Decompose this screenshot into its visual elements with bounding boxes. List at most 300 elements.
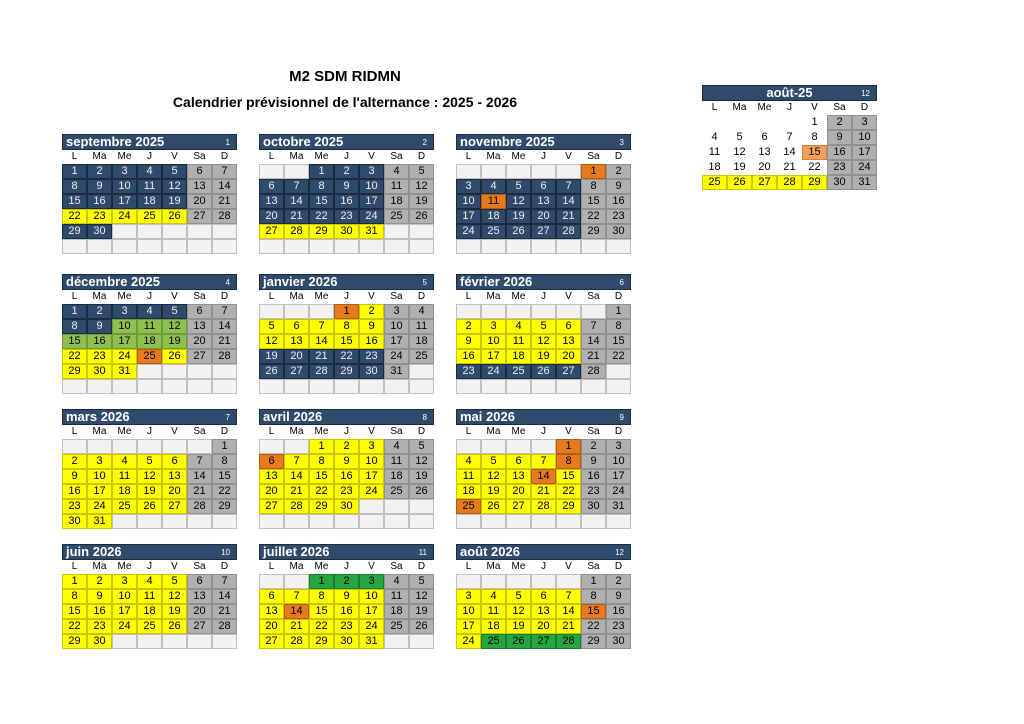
- day-cell: 23: [827, 160, 852, 175]
- weekday-label: J: [344, 291, 349, 302]
- day-cell: 20: [259, 484, 284, 499]
- weekday-label: D: [417, 426, 426, 437]
- month-header: [456, 274, 631, 290]
- weekday-label: D: [614, 291, 623, 302]
- day-cell: 17: [112, 194, 137, 209]
- day-cell: 26: [506, 224, 531, 239]
- day-cell: 11: [137, 319, 162, 334]
- day-cell: 27: [187, 209, 212, 224]
- day-cell: 16: [606, 604, 631, 619]
- day-cell: 5: [162, 574, 187, 589]
- day-cell: 14: [531, 469, 556, 484]
- day-cell: 24: [359, 484, 384, 499]
- day-cell: 9: [581, 454, 606, 469]
- day-cell: 2: [62, 454, 87, 469]
- day-cell: 2: [334, 574, 359, 589]
- day-cell: 28: [212, 349, 237, 364]
- weekday-label: Ma: [486, 291, 501, 302]
- weekday-label: D: [614, 151, 623, 162]
- day-cell: 24: [456, 634, 481, 649]
- month-number: 8: [422, 413, 427, 422]
- day-cell: 14: [309, 334, 334, 349]
- day-cell: 12: [162, 589, 187, 604]
- weekday-label: L: [465, 426, 472, 437]
- day-cell: 1: [62, 304, 87, 319]
- day-cell: 30: [87, 364, 112, 379]
- day-cell: 24: [112, 619, 137, 634]
- day-cell: 1: [334, 304, 359, 319]
- day-cell: 16: [334, 194, 359, 209]
- weekday-label: Sa: [390, 561, 403, 572]
- empty-cell: [137, 224, 162, 239]
- empty-cell: [137, 364, 162, 379]
- day-cell: 2: [334, 439, 359, 454]
- day-cell: 11: [137, 589, 162, 604]
- day-cell: 16: [62, 484, 87, 499]
- day-cell: 11: [112, 469, 137, 484]
- day-cell: 1: [581, 164, 606, 179]
- weekday-label: D: [614, 426, 623, 437]
- day-cell: 23: [87, 209, 112, 224]
- day-cell: 1: [606, 304, 631, 319]
- day-cell: 4: [137, 304, 162, 319]
- day-cell: 30: [334, 499, 359, 514]
- weekday-header: [456, 425, 631, 439]
- day-cell: 14: [777, 145, 802, 160]
- day-cell: 15: [581, 604, 606, 619]
- day-cell: 2: [87, 304, 112, 319]
- day-cell: 4: [384, 164, 409, 179]
- day-cell: 23: [581, 484, 606, 499]
- month-name: mars 2026: [66, 409, 130, 424]
- day-cell: 18: [384, 469, 409, 484]
- month-jan: [259, 274, 434, 394]
- day-cell: 5: [409, 439, 434, 454]
- day-cell: 21: [284, 484, 309, 499]
- day-cell: 20: [187, 334, 212, 349]
- day-cell: 31: [852, 175, 877, 190]
- day-cell: 13: [556, 334, 581, 349]
- day-cell: 31: [87, 514, 112, 529]
- empty-cell: [259, 239, 284, 254]
- empty-cell: [531, 439, 556, 454]
- month-jun: [62, 544, 237, 649]
- day-cell: 12: [162, 319, 187, 334]
- weekday-label: Sa: [193, 561, 206, 572]
- day-cell: 14: [212, 319, 237, 334]
- day-cell: 30: [359, 364, 384, 379]
- month-header: [456, 134, 631, 150]
- empty-cell: [506, 304, 531, 319]
- day-cell: 5: [137, 454, 162, 469]
- weekday-label: L: [268, 426, 275, 437]
- day-cell: 24: [359, 619, 384, 634]
- month-number: 12: [615, 548, 624, 557]
- day-cell: 28: [284, 634, 309, 649]
- day-cell: 7: [284, 454, 309, 469]
- weekday-label: Me: [117, 151, 132, 162]
- day-cell: 30: [334, 634, 359, 649]
- empty-cell: [187, 514, 212, 529]
- day-cell: 22: [606, 349, 631, 364]
- day-cell: 1: [802, 115, 827, 130]
- day-grid: [259, 574, 434, 649]
- day-cell: 15: [62, 194, 87, 209]
- day-cell: 13: [187, 589, 212, 604]
- day-cell: 28: [212, 209, 237, 224]
- weekday-label: D: [860, 102, 869, 113]
- empty-cell: [506, 574, 531, 589]
- day-cell: 4: [481, 179, 506, 194]
- weekday-label: D: [417, 151, 426, 162]
- day-cell: 27: [187, 349, 212, 364]
- day-grid: [62, 439, 237, 529]
- empty-cell: [481, 304, 506, 319]
- empty-cell: [481, 439, 506, 454]
- day-cell: 12: [409, 454, 434, 469]
- weekday-label: D: [220, 426, 229, 437]
- empty-cell: [334, 239, 359, 254]
- weekday-header: [62, 560, 237, 574]
- empty-cell: [87, 239, 112, 254]
- day-cell: 5: [409, 164, 434, 179]
- day-cell: 10: [384, 319, 409, 334]
- day-cell: 14: [556, 604, 581, 619]
- day-cell: 26: [137, 499, 162, 514]
- month-header: [62, 409, 237, 425]
- day-cell: 16: [87, 334, 112, 349]
- weekday-label: Sa: [390, 426, 403, 437]
- day-cell: 30: [334, 224, 359, 239]
- day-grid: [62, 304, 237, 394]
- month-name: août-25: [766, 85, 813, 100]
- weekday-label: J: [147, 151, 152, 162]
- weekday-label: L: [268, 291, 275, 302]
- empty-cell: [187, 239, 212, 254]
- day-cell: 21: [556, 619, 581, 634]
- day-cell: 6: [187, 164, 212, 179]
- day-cell: 19: [506, 619, 531, 634]
- day-cell: 9: [359, 319, 384, 334]
- day-cell: 3: [112, 574, 137, 589]
- day-cell: 3: [606, 439, 631, 454]
- day-cell: 2: [456, 319, 481, 334]
- day-cell: 10: [359, 589, 384, 604]
- empty-cell: [606, 379, 631, 394]
- day-cell: 7: [284, 589, 309, 604]
- day-cell: 3: [87, 454, 112, 469]
- month-name: avril 2026: [263, 409, 323, 424]
- empty-cell: [334, 379, 359, 394]
- day-cell: 6: [506, 454, 531, 469]
- empty-cell: [456, 239, 481, 254]
- weekday-label: Me: [757, 102, 772, 113]
- day-cell: 25: [409, 349, 434, 364]
- day-cell: 23: [62, 499, 87, 514]
- weekday-label: L: [268, 561, 275, 572]
- day-cell: 16: [334, 604, 359, 619]
- weekday-label: V: [368, 151, 375, 162]
- day-cell: 17: [112, 604, 137, 619]
- month-jul: [259, 544, 434, 649]
- day-cell: 3: [456, 589, 481, 604]
- day-cell: 6: [284, 319, 309, 334]
- day-cell: 16: [334, 469, 359, 484]
- empty-cell: [112, 379, 137, 394]
- empty-cell: [456, 379, 481, 394]
- weekday-header: [62, 150, 237, 164]
- empty-cell: [531, 304, 556, 319]
- day-cell: 29: [581, 224, 606, 239]
- day-cell: 6: [187, 304, 212, 319]
- day-cell: 15: [581, 194, 606, 209]
- day-cell: 24: [359, 209, 384, 224]
- day-cell: 26: [531, 364, 556, 379]
- day-cell: 19: [481, 484, 506, 499]
- weekday-label: V: [565, 561, 572, 572]
- day-cell: 2: [606, 574, 631, 589]
- empty-cell: [481, 574, 506, 589]
- empty-cell: [359, 379, 384, 394]
- page-subtitle: Calendrier prévisionnel de l'alternance : 2025 - 2026: [172, 94, 518, 110]
- weekday-label: V: [565, 151, 572, 162]
- empty-cell: [137, 514, 162, 529]
- day-cell: 18: [456, 484, 481, 499]
- day-cell: 26: [506, 634, 531, 649]
- weekday-label: Me: [117, 291, 132, 302]
- day-cell: 24: [112, 209, 137, 224]
- day-cell: 27: [162, 499, 187, 514]
- day-cell: 8: [581, 179, 606, 194]
- weekday-header: [259, 290, 434, 304]
- day-cell: 21: [284, 209, 309, 224]
- month-name: janvier 2026: [263, 274, 338, 289]
- day-cell: 8: [581, 589, 606, 604]
- empty-cell: [606, 364, 631, 379]
- day-cell: 20: [187, 604, 212, 619]
- day-cell: 30: [606, 224, 631, 239]
- empty-cell: [581, 379, 606, 394]
- day-cell: 15: [62, 334, 87, 349]
- empty-cell: [112, 514, 137, 529]
- weekday-label: Ma: [486, 151, 501, 162]
- day-cell: 12: [137, 469, 162, 484]
- empty-cell: [506, 514, 531, 529]
- day-cell: 10: [481, 334, 506, 349]
- day-cell: 12: [162, 179, 187, 194]
- day-cell: 19: [409, 194, 434, 209]
- day-cell: 14: [581, 334, 606, 349]
- day-cell: 18: [384, 194, 409, 209]
- day-cell: 14: [212, 589, 237, 604]
- day-cell: 26: [409, 209, 434, 224]
- day-cell: 25: [384, 484, 409, 499]
- empty-cell: [284, 379, 309, 394]
- empty-cell: [506, 164, 531, 179]
- month-may: [456, 409, 631, 529]
- day-cell: 6: [259, 589, 284, 604]
- empty-cell: [187, 634, 212, 649]
- weekday-label: Ma: [289, 151, 304, 162]
- empty-cell: [309, 514, 334, 529]
- day-cell: 13: [531, 604, 556, 619]
- empty-cell: [259, 379, 284, 394]
- empty-cell: [112, 239, 137, 254]
- day-grid: [456, 439, 631, 529]
- day-cell: 9: [87, 319, 112, 334]
- empty-cell: [259, 304, 284, 319]
- month-number: 9: [619, 413, 624, 422]
- day-cell: 29: [212, 499, 237, 514]
- day-cell: 10: [112, 179, 137, 194]
- day-cell: 2: [87, 164, 112, 179]
- day-cell: 13: [284, 334, 309, 349]
- day-cell: 10: [112, 589, 137, 604]
- day-cell: 2: [87, 574, 112, 589]
- day-cell: 29: [309, 634, 334, 649]
- day-cell: 1: [212, 439, 237, 454]
- empty-cell: [359, 514, 384, 529]
- month-name: septembre 2025: [66, 134, 165, 149]
- day-cell: 4: [481, 589, 506, 604]
- day-cell: 28: [581, 364, 606, 379]
- day-cell: 15: [309, 194, 334, 209]
- weekday-label: Ma: [92, 426, 107, 437]
- day-cell: 7: [187, 454, 212, 469]
- day-cell: 18: [481, 619, 506, 634]
- day-cell: 8: [606, 319, 631, 334]
- day-cell: 22: [62, 349, 87, 364]
- month-name: juin 2026: [66, 544, 122, 559]
- weekday-label: D: [220, 291, 229, 302]
- day-cell: 17: [606, 469, 631, 484]
- empty-cell: [481, 514, 506, 529]
- day-cell: 22: [556, 484, 581, 499]
- day-cell: 23: [87, 619, 112, 634]
- day-cell: 17: [852, 145, 877, 160]
- day-grid: [62, 164, 237, 254]
- weekday-label: V: [368, 561, 375, 572]
- day-cell: 2: [606, 164, 631, 179]
- day-cell: 30: [87, 224, 112, 239]
- empty-cell: [384, 634, 409, 649]
- day-cell: 30: [87, 634, 112, 649]
- weekday-header: [259, 150, 434, 164]
- empty-cell: [606, 514, 631, 529]
- day-cell: 29: [309, 499, 334, 514]
- day-cell: 3: [112, 304, 137, 319]
- day-cell: 13: [259, 604, 284, 619]
- empty-cell: [456, 164, 481, 179]
- day-cell: 4: [409, 304, 434, 319]
- day-cell: 11: [481, 194, 506, 209]
- empty-cell: [409, 499, 434, 514]
- day-cell: 5: [259, 319, 284, 334]
- day-cell: 6: [259, 454, 284, 469]
- day-cell: 3: [112, 164, 137, 179]
- day-cell: 11: [384, 179, 409, 194]
- day-cell: 27: [531, 224, 556, 239]
- day-cell: 22: [62, 619, 87, 634]
- day-cell: 12: [409, 589, 434, 604]
- weekday-label: D: [614, 561, 623, 572]
- day-cell: 7: [212, 304, 237, 319]
- day-cell: 4: [506, 319, 531, 334]
- weekday-label: Me: [511, 151, 526, 162]
- weekday-header: [456, 150, 631, 164]
- month-name: novembre 2025: [460, 134, 555, 149]
- day-cell: 21: [581, 349, 606, 364]
- day-cell: 22: [581, 619, 606, 634]
- empty-cell: [556, 514, 581, 529]
- day-cell: 10: [456, 194, 481, 209]
- day-cell: 13: [531, 194, 556, 209]
- day-cell: 11: [409, 319, 434, 334]
- day-cell: 12: [506, 604, 531, 619]
- empty-cell: [212, 514, 237, 529]
- weekday-label: Me: [117, 561, 132, 572]
- empty-cell: [409, 634, 434, 649]
- day-cell: 21: [309, 349, 334, 364]
- weekday-label: L: [465, 151, 472, 162]
- empty-cell: [259, 439, 284, 454]
- weekday-label: Sa: [587, 151, 600, 162]
- day-cell: 15: [802, 145, 827, 160]
- month-aug: [456, 544, 631, 649]
- day-cell: 11: [456, 469, 481, 484]
- weekday-label: L: [465, 291, 472, 302]
- month-mar: [62, 409, 237, 529]
- day-cell: 29: [62, 634, 87, 649]
- day-cell: 20: [506, 484, 531, 499]
- day-cell: 16: [827, 145, 852, 160]
- day-grid: [456, 164, 631, 254]
- day-cell: 17: [87, 484, 112, 499]
- day-cell: 16: [606, 194, 631, 209]
- day-cell: 22: [334, 349, 359, 364]
- month-apr: [259, 409, 434, 529]
- empty-cell: [702, 115, 727, 130]
- weekday-label: Sa: [390, 291, 403, 302]
- day-grid: [259, 439, 434, 529]
- day-cell: 28: [187, 499, 212, 514]
- day-cell: 1: [581, 574, 606, 589]
- day-cell: 4: [384, 439, 409, 454]
- day-cell: 25: [456, 499, 481, 514]
- day-cell: 5: [162, 304, 187, 319]
- day-cell: 4: [137, 574, 162, 589]
- day-cell: 27: [284, 364, 309, 379]
- day-cell: 20: [259, 209, 284, 224]
- day-cell: 24: [112, 349, 137, 364]
- day-cell: 11: [702, 145, 727, 160]
- empty-cell: [359, 499, 384, 514]
- empty-cell: [506, 239, 531, 254]
- empty-cell: [456, 304, 481, 319]
- month-name: décembre 2025: [66, 274, 160, 289]
- day-cell: 9: [334, 589, 359, 604]
- day-cell: 26: [409, 619, 434, 634]
- day-cell: 9: [606, 589, 631, 604]
- month-name: octobre 2025: [263, 134, 344, 149]
- empty-cell: [531, 514, 556, 529]
- empty-cell: [162, 514, 187, 529]
- empty-cell: [62, 439, 87, 454]
- day-cell: 22: [309, 619, 334, 634]
- day-cell: 13: [259, 194, 284, 209]
- empty-cell: [456, 514, 481, 529]
- day-cell: 17: [112, 334, 137, 349]
